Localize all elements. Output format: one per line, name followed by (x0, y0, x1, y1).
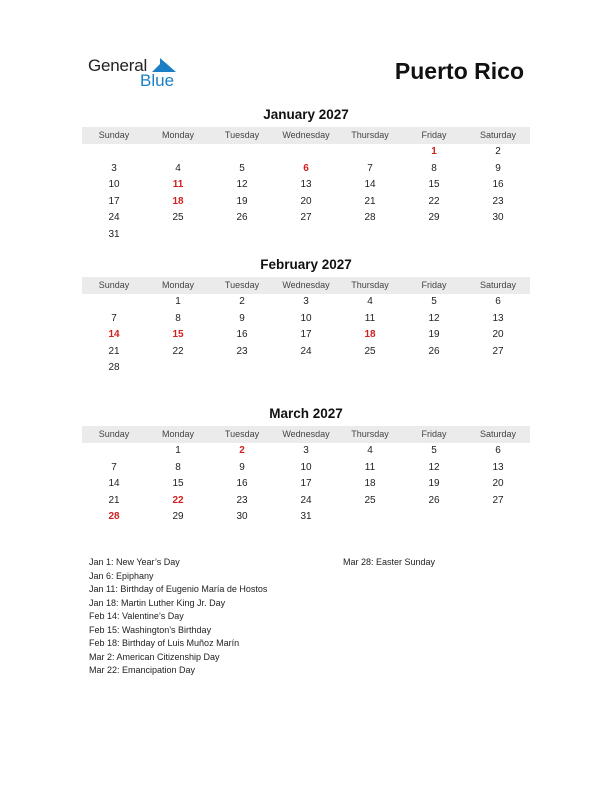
day-cell: 21 (108, 345, 120, 357)
day-cell (402, 227, 466, 244)
weekday-label: Monday (161, 130, 195, 140)
day-cell: 24 (300, 345, 312, 357)
holiday-list-item: Jan 18: Martin Luther King Jr. Day (89, 597, 226, 608)
weekday-header-row (82, 127, 530, 144)
day-cell (146, 144, 210, 161)
week-row (82, 360, 530, 377)
day-cell: 23 (236, 345, 248, 357)
day-cell: 28 (364, 212, 376, 224)
day-cell: 7 (111, 461, 117, 473)
day-cell: 16 (236, 329, 248, 341)
weekday-label: Thursday (351, 429, 389, 439)
day-cell: 14 (364, 179, 376, 191)
weekday-label: Tuesday (224, 130, 260, 140)
weekday-label: Saturday (479, 280, 517, 290)
holiday-day-cell: 6 (303, 162, 309, 174)
day-cell: 13 (300, 179, 312, 191)
day-cell: 24 (108, 212, 120, 224)
logo-blue-text: Blue (140, 71, 175, 90)
day-cell (338, 227, 402, 244)
day-cell: 2 (239, 296, 245, 307)
day-cell: 26 (428, 345, 440, 357)
day-cell: 8 (175, 461, 181, 473)
weekday-label: Sunday (98, 280, 130, 290)
weekday-label: Sunday (98, 130, 130, 140)
day-cell: 10 (108, 179, 120, 191)
day-cell: 19 (428, 478, 440, 490)
day-cell: 20 (300, 195, 312, 207)
day-cell: 13 (492, 461, 504, 473)
day-cell: 17 (300, 478, 312, 490)
day-cell: 25 (364, 494, 376, 506)
day-cell: 6 (495, 445, 501, 456)
week-row (82, 161, 530, 178)
holiday-day-cell: 11 (172, 179, 184, 191)
day-cell (210, 360, 274, 377)
day-cell: 3 (303, 296, 309, 307)
week-row (82, 177, 530, 194)
day-cell: 29 (428, 212, 440, 224)
day-cell: 9 (495, 162, 501, 174)
day-cell: 3 (303, 445, 309, 456)
day-cell: 27 (300, 212, 312, 224)
day-cell: 4 (367, 445, 373, 456)
day-cell: 6 (495, 296, 501, 307)
holiday-day-cell: 2 (239, 445, 245, 456)
day-cell: 24 (300, 494, 312, 506)
week-row (82, 460, 530, 477)
weekday-label: Friday (421, 429, 447, 439)
weekday-label: Thursday (351, 280, 389, 290)
day-cell (338, 360, 402, 377)
day-cell: 16 (236, 478, 248, 490)
day-cell: 23 (236, 494, 248, 506)
day-cell: 1 (175, 296, 181, 307)
day-cell: 15 (172, 478, 184, 490)
day-cell: 27 (492, 345, 504, 357)
day-cell: 29 (172, 511, 184, 523)
day-cell (338, 509, 402, 526)
week-row (82, 493, 530, 510)
day-cell: 27 (492, 494, 504, 506)
day-cell: 22 (428, 195, 440, 207)
day-cell: 25 (172, 212, 184, 224)
day-cell: 7 (111, 312, 117, 324)
day-cell: 19 (428, 329, 440, 341)
day-cell (210, 227, 274, 244)
day-cell (338, 144, 402, 161)
holiday-list-item: Feb 15: Washington’s Birthday (89, 624, 212, 635)
weekday-label: Friday (421, 130, 447, 140)
weekday-label: Wednesday (282, 130, 330, 140)
day-cell: 2 (495, 146, 501, 157)
day-cell (82, 144, 146, 161)
day-cell: 7 (367, 162, 373, 174)
day-cell: 31 (108, 228, 120, 240)
day-cell (466, 360, 530, 377)
day-cell (82, 443, 146, 460)
day-cell: 25 (364, 345, 376, 357)
week-row (82, 443, 530, 460)
weekday-header-row (82, 277, 530, 294)
day-cell: 5 (431, 445, 437, 456)
day-cell: 5 (431, 296, 437, 307)
weekday-label: Wednesday (282, 280, 330, 290)
holiday-day-cell: 15 (172, 329, 184, 341)
holiday-day-cell: 18 (172, 195, 184, 207)
day-cell (466, 227, 530, 244)
holiday-list-item: Mar 28: Easter Sunday (343, 557, 436, 567)
week-row (82, 476, 530, 493)
week-row (82, 509, 530, 526)
weekday-label: Monday (161, 280, 195, 290)
day-cell: 26 (236, 212, 248, 224)
day-cell: 19 (236, 195, 248, 207)
day-cell: 10 (300, 312, 312, 324)
logo (88, 56, 188, 92)
day-cell: 11 (364, 461, 376, 473)
day-cell: 16 (492, 179, 504, 191)
day-cell (466, 509, 530, 526)
weekday-label: Saturday (479, 429, 517, 439)
day-cell: 8 (175, 312, 181, 324)
day-cell: 18 (364, 478, 376, 490)
day-cell: 5 (239, 162, 245, 174)
month-title: March 2027 (269, 406, 343, 421)
day-cell: 1 (175, 445, 181, 456)
holiday-day-cell: 18 (364, 329, 376, 341)
weekday-label: Sunday (98, 429, 130, 439)
day-cell (146, 227, 210, 244)
day-cell: 31 (300, 511, 312, 523)
day-cell: 10 (300, 461, 312, 473)
day-cell: 20 (492, 478, 504, 490)
month-february (82, 256, 530, 377)
day-cell: 15 (428, 179, 440, 191)
day-cell: 17 (108, 195, 120, 207)
day-cell: 11 (364, 312, 376, 324)
day-cell (402, 509, 466, 526)
weekday-label: Tuesday (224, 280, 260, 290)
holiday-day-cell: 1 (431, 146, 437, 157)
holiday-list-item: Feb 18: Birthday of Luis Muñoz Marín (89, 638, 240, 648)
holiday-list-left (89, 556, 267, 678)
logo-general-text: General (88, 56, 148, 75)
day-cell: 20 (492, 329, 504, 341)
day-cell: 12 (428, 461, 440, 473)
holiday-list-item: Jan 11: Birthday of Eugenio María de Hostos (89, 584, 268, 594)
day-cell: 21 (108, 494, 120, 506)
day-cell (82, 294, 146, 311)
day-cell: 4 (367, 296, 373, 307)
weekday-label: Friday (421, 280, 447, 290)
holiday-list-item: Jan 6: Epiphany (89, 570, 154, 581)
day-cell: 22 (172, 345, 184, 357)
holiday-list-item: Jan 1: New Year’s Day (89, 557, 180, 567)
day-cell: 9 (239, 461, 245, 473)
day-cell: 21 (364, 195, 376, 207)
day-cell: 30 (236, 511, 248, 523)
day-cell: 4 (175, 162, 181, 174)
day-cell: 3 (111, 162, 117, 174)
holiday-day-cell: 14 (108, 329, 120, 341)
holiday-day-cell: 22 (172, 494, 184, 506)
day-cell (274, 144, 338, 161)
holiday-list-item: Feb 14: Valentine’s Day (89, 611, 184, 621)
month-march (82, 405, 530, 526)
day-cell: 12 (236, 179, 248, 191)
month-title: February 2027 (260, 257, 352, 272)
weekday-label: Thursday (351, 130, 389, 140)
holiday-day-cell: 28 (108, 511, 120, 523)
holiday-list-item: Mar 2: American Citizenship Day (89, 651, 220, 662)
week-row (82, 327, 530, 344)
day-cell (274, 227, 338, 244)
holiday-list-right (343, 556, 435, 570)
week-row (82, 311, 530, 328)
weekday-label: Wednesday (282, 429, 330, 439)
day-cell: 30 (492, 212, 504, 224)
day-cell (402, 360, 466, 377)
weekday-label: Tuesday (224, 429, 260, 439)
week-row (82, 227, 530, 244)
day-cell: 17 (300, 329, 312, 341)
month-title: January 2027 (263, 107, 349, 122)
day-cell (146, 360, 210, 377)
holiday-list-item: Mar 22: Emancipation Day (89, 665, 196, 675)
weekday-label: Saturday (479, 130, 517, 140)
day-cell: 26 (428, 494, 440, 506)
day-cell: 9 (239, 312, 245, 324)
day-cell (210, 144, 274, 161)
day-cell: 23 (492, 195, 504, 207)
week-row (82, 210, 530, 227)
country-title: Puerto Rico (394, 58, 524, 84)
day-cell (274, 360, 338, 377)
day-cell: 28 (108, 362, 120, 374)
week-row (82, 144, 530, 161)
logo-triangle-icon (152, 58, 176, 72)
weekday-label: Monday (161, 429, 195, 439)
day-cell: 8 (431, 162, 437, 174)
month-january (82, 106, 530, 244)
week-row (82, 194, 530, 211)
week-row (82, 344, 530, 361)
week-row (82, 294, 530, 311)
day-cell: 12 (428, 312, 440, 324)
day-cell: 13 (492, 312, 504, 324)
day-cell: 14 (108, 478, 120, 490)
weekday-header-row (82, 426, 530, 443)
